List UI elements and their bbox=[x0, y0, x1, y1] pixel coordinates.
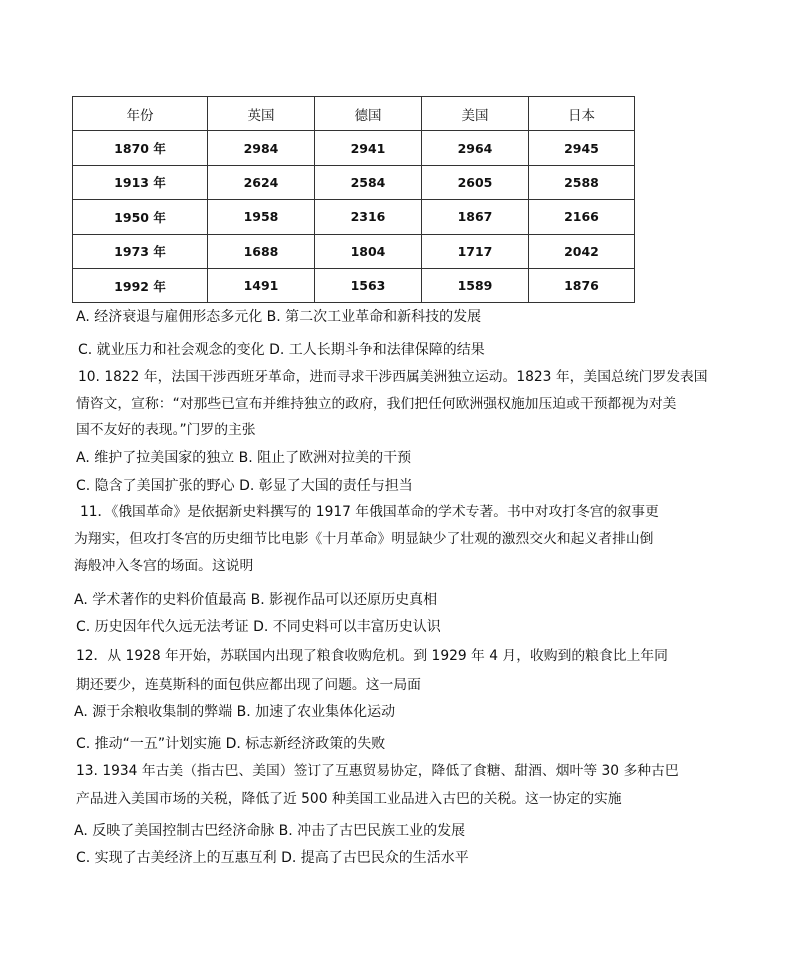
q11-stem-line-2: 为翔实，但攻打冬宫的历史细节比电影《十月革命》明显缺少了壮观的激烈交火和起义者排山倒 bbox=[74, 531, 654, 547]
q10-options-ab: A. 维护了拉美国家的独立 B. 阻止了欧洲对拉美的干预 bbox=[76, 450, 412, 466]
q11-options-ab: A. 学术著作的史料价值最高 B. 影视作品可以还原历史真相 bbox=[74, 592, 438, 608]
table-cell: 1958 bbox=[208, 200, 315, 234]
header-cell: 英国 bbox=[208, 97, 315, 131]
q9-options-ab: A. 经济衰退与雇佣形态多元化 B. 第二次工业革命和新科技的发展 bbox=[76, 309, 482, 325]
table-cell: 1491 bbox=[208, 268, 315, 302]
table-cell: 2584 bbox=[315, 165, 422, 199]
table-cell: 1804 bbox=[315, 234, 422, 268]
q10-options-cd: C. 隐含了美国扩张的野心 D. 彰显了大国的责任与担当 bbox=[76, 478, 413, 494]
header-cell: 德国 bbox=[315, 97, 422, 131]
header-cell: 年份 bbox=[73, 97, 208, 131]
q10-stem-line-3: 国不友好的表现。”门罗的主张 bbox=[76, 422, 256, 438]
q12-stem-line-2: 期还要少，连莫斯科的面包供应都出现了问题。这一局面 bbox=[76, 677, 421, 693]
q10-stem-line-2: 情咨文，宣称：“对那些已宣布并维持独立的政府，我们把任何欧洲强权施加压迫或干预都视为对美 bbox=[76, 396, 677, 412]
q12-options-ab: A. 源于余粮收集制的弊端 B. 加速了农业集体化运动 bbox=[74, 704, 396, 720]
table-cell: 2042 bbox=[529, 234, 635, 268]
q12-options-cd: C. 推动“一五”计划实施 D. 标志新经济政策的失败 bbox=[76, 736, 386, 752]
table-cell: 2316 bbox=[315, 200, 422, 234]
q13-stem-line-1: 13. 1934 年古美（指古巴、美国）签订了互惠贸易协定，降低了食糖、甜酒、烟叶等 30 多种古巴 bbox=[76, 763, 679, 779]
table-row bbox=[73, 268, 635, 302]
q13-stem-line-2: 产品进入美国市场的关税，降低了近 500 种美国工业品进入古巴的关税。这一协定的实施 bbox=[76, 791, 622, 807]
table-cell: 1563 bbox=[315, 268, 422, 302]
table-cell: 1992 年 bbox=[73, 268, 208, 302]
table-cell: 2945 bbox=[529, 131, 635, 165]
q11-stem-line-1: 11．《俄国革命》是依据新史料撰写的 1917 年俄国革命的学术专著。书中对攻打冬宫的叙事更 bbox=[80, 504, 659, 520]
q13-options-cd: C. 实现了古美经济上的互惠互利 D. 提高了古巴民众的生活水平 bbox=[76, 850, 469, 866]
table-cell: 2624 bbox=[208, 165, 315, 199]
table-cell: 1876 bbox=[529, 268, 635, 302]
table-cell: 1589 bbox=[422, 268, 529, 302]
table-cell: 1950 年 bbox=[73, 200, 208, 234]
q11-stem-line-3: 海般冲入冬宫的场面。这说明 bbox=[74, 558, 254, 574]
table-row bbox=[73, 234, 635, 268]
table-header-row bbox=[73, 97, 635, 131]
table-row bbox=[73, 200, 635, 234]
table-row bbox=[73, 165, 635, 199]
q9-options-cd: C. 就业压力和社会观念的变化 D. 工人长期斗争和法律保障的结果 bbox=[78, 342, 485, 358]
table-cell: 1867 bbox=[422, 200, 529, 234]
q13-options-ab: A. 反映了美国控制古巴经济命脉 B. 冲击了古巴民族工业的发展 bbox=[74, 823, 466, 839]
q11-options-cd: C. 历史因年代久远无法考证 D. 不同史料可以丰富历史认识 bbox=[76, 619, 441, 635]
table-cell: 1717 bbox=[422, 234, 529, 268]
table-cell: 2588 bbox=[529, 165, 635, 199]
header-cell: 美国 bbox=[422, 97, 529, 131]
table-cell: 2984 bbox=[208, 131, 315, 165]
table-cell: 2605 bbox=[422, 165, 529, 199]
table-cell: 2166 bbox=[529, 200, 635, 234]
q10-stem-line-1: 10. 1822 年，法国干涉西班牙革命，进而寻求干涉西属美洲独立运动。1823 年，美国总统门罗发表国 bbox=[78, 369, 708, 385]
table-cell: 1870 年 bbox=[73, 131, 208, 165]
table-cell: 2964 bbox=[422, 131, 529, 165]
header-cell: 日本 bbox=[529, 97, 635, 131]
data-table bbox=[72, 96, 635, 303]
table-cell: 1913 年 bbox=[73, 165, 208, 199]
table-row bbox=[73, 131, 635, 165]
table-cell: 1688 bbox=[208, 234, 315, 268]
q12-stem-line-1: 12．从 1928 年开始，苏联国内出现了粮食收购危机。到 1929 年 4 月，收购到的粮食比上年同 bbox=[76, 648, 668, 664]
table-cell: 2941 bbox=[315, 131, 422, 165]
table-cell: 1973 年 bbox=[73, 234, 208, 268]
